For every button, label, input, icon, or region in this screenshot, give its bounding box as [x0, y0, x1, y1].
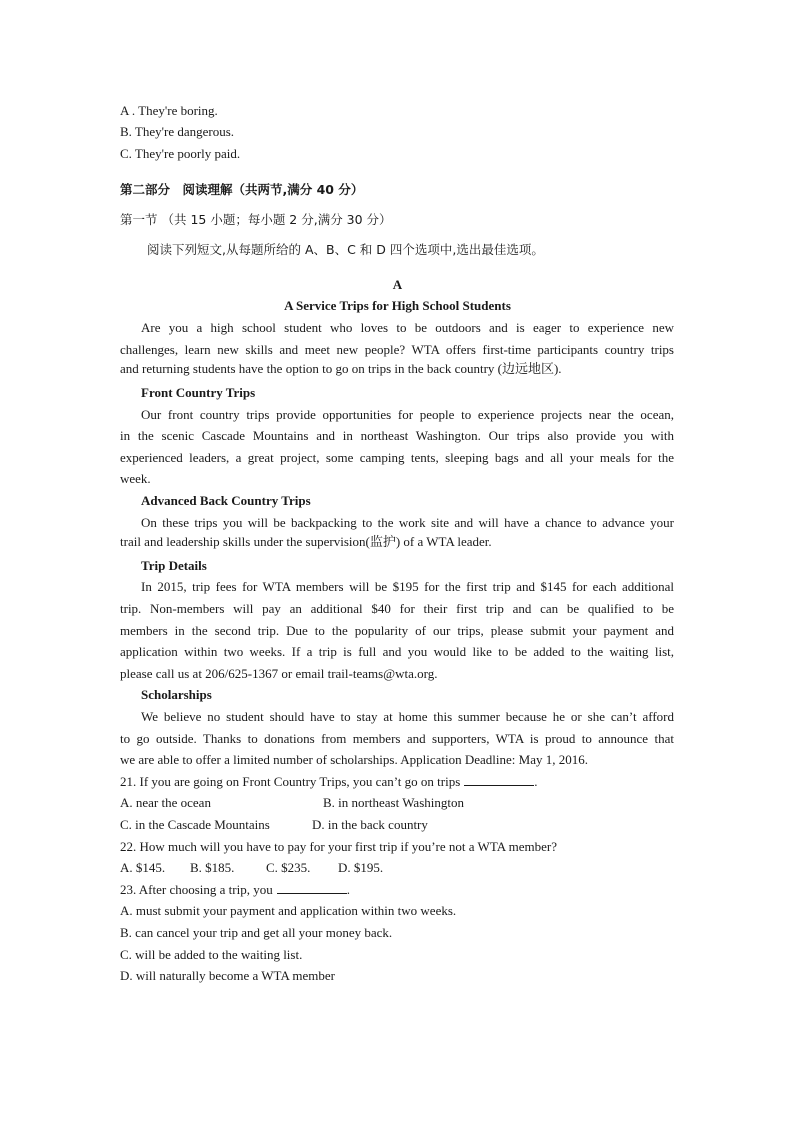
trip-details-heading: Trip Details — [141, 558, 207, 573]
q21-option-b: B. in northeast Washington — [323, 795, 464, 810]
prev-option-b: B. They're dangerous. — [120, 124, 235, 139]
q22-option-a: A. $145. — [120, 860, 166, 875]
q22-option-b: B. $185. — [190, 860, 235, 875]
q23-option-b: B. can cancel your trip and get all your money back. — [120, 925, 393, 940]
details-line: trip. Non-members will pay an additional $40 for their first trip and can be qualified to be — [120, 601, 674, 616]
question-23-stem: 23. After choosing a trip, you — [120, 882, 273, 897]
passage-letter: A — [392, 277, 403, 292]
q21-option-d: D. in the back country — [312, 817, 428, 832]
answer-blank — [464, 774, 534, 786]
q23-option-a: A. must submit your payment and application within two weeks. — [120, 903, 457, 918]
scholarships-heading: Scholarships — [141, 687, 212, 702]
front-country-heading: Front Country Trips — [141, 385, 256, 400]
question-21 — [120, 774, 538, 790]
intro-line: Are you a high school student who loves to be outdoors and is eager to experience new — [141, 320, 674, 335]
details-line: members in the second trip. Due to the popularity of our trips, please submit your payment and — [120, 623, 674, 638]
front-line: Our front country trips provide opportunities for people to experience projects near the ocean, — [141, 407, 674, 422]
scholar-line: to go outside. Thanks to donations from members and supporters, WTA is proud to announce that — [120, 731, 674, 746]
question-23 — [120, 882, 350, 898]
question-21-stem: 21. If you are going on Front Country Trips, you can’t go on trips — [120, 774, 461, 789]
q23-option-c: C. will be added to the waiting list. — [120, 947, 303, 962]
q22-option-c: C. $235. — [266, 860, 311, 875]
intro-line: challenges, learn new skills and meet new people? WTA offers first-time participants country trips — [120, 342, 674, 357]
q22-option-d: D. $195. — [338, 860, 384, 875]
advanced-line: trail and leadership skills under the supervision(监护) of a WTA leader. — [120, 534, 492, 549]
front-line: in the scenic Cascade Mountains and in northeast Washington. Our trips also provide you with — [120, 428, 674, 443]
q23-option-d: D. will naturally become a WTA member — [120, 968, 335, 983]
question-22-stem: 22. How much will you have to pay for your first trip if you’re not a WTA member? — [120, 839, 558, 854]
front-line: week. — [120, 471, 151, 486]
prev-option-a: A . They're boring. — [120, 103, 218, 118]
prev-option-c: C. They're poorly paid. — [120, 146, 241, 161]
scholar-line: we are able to offer a limited number of scholarships. Application Deadline: May 1, 2016. — [120, 752, 588, 767]
advanced-line: On these trips you will be backpacking to the work site and will have a chance to advance your — [141, 515, 674, 530]
details-line: please call us at 206/625-1367 or email trail-teams@wta.org. — [120, 666, 438, 681]
passage-title: A Service Trips for High School Students — [284, 298, 511, 313]
front-line: experienced leaders, a great project, some camping tents, sleeping bags and all your meals for the — [120, 450, 674, 465]
instruction: 阅读下列短文,从每题所给的 A、B、C 和 D 四个选项中,选出最佳选项。 — [147, 242, 544, 257]
subsection-title: 第一节 （共 15 小题；每小题 2 分,满分 30 分） — [120, 212, 392, 227]
advanced-heading: Advanced Back Country Trips — [141, 493, 311, 508]
q21-option-a: A. near the ocean — [120, 795, 211, 810]
q21-option-c: C. in the Cascade Mountains — [120, 817, 270, 832]
question-23-end: . — [346, 882, 350, 897]
intro-line: and returning students have the option to go on trips in the back country (边远地区). — [120, 361, 562, 376]
answer-blank — [277, 882, 347, 894]
scholar-line: We believe no student should have to stay at home this summer because he or she can’t afford — [141, 709, 674, 724]
details-line: In 2015, trip fees for WTA members will be $195 for the first trip and $145 for each additional — [141, 579, 674, 594]
question-21-end: . — [534, 774, 538, 789]
details-line: application within two weeks. If a trip is full and you would like to be added to the waiting list, — [120, 644, 674, 659]
part-title: 第二部分 阅读理解（共两节,满分 40 分） — [120, 182, 364, 197]
